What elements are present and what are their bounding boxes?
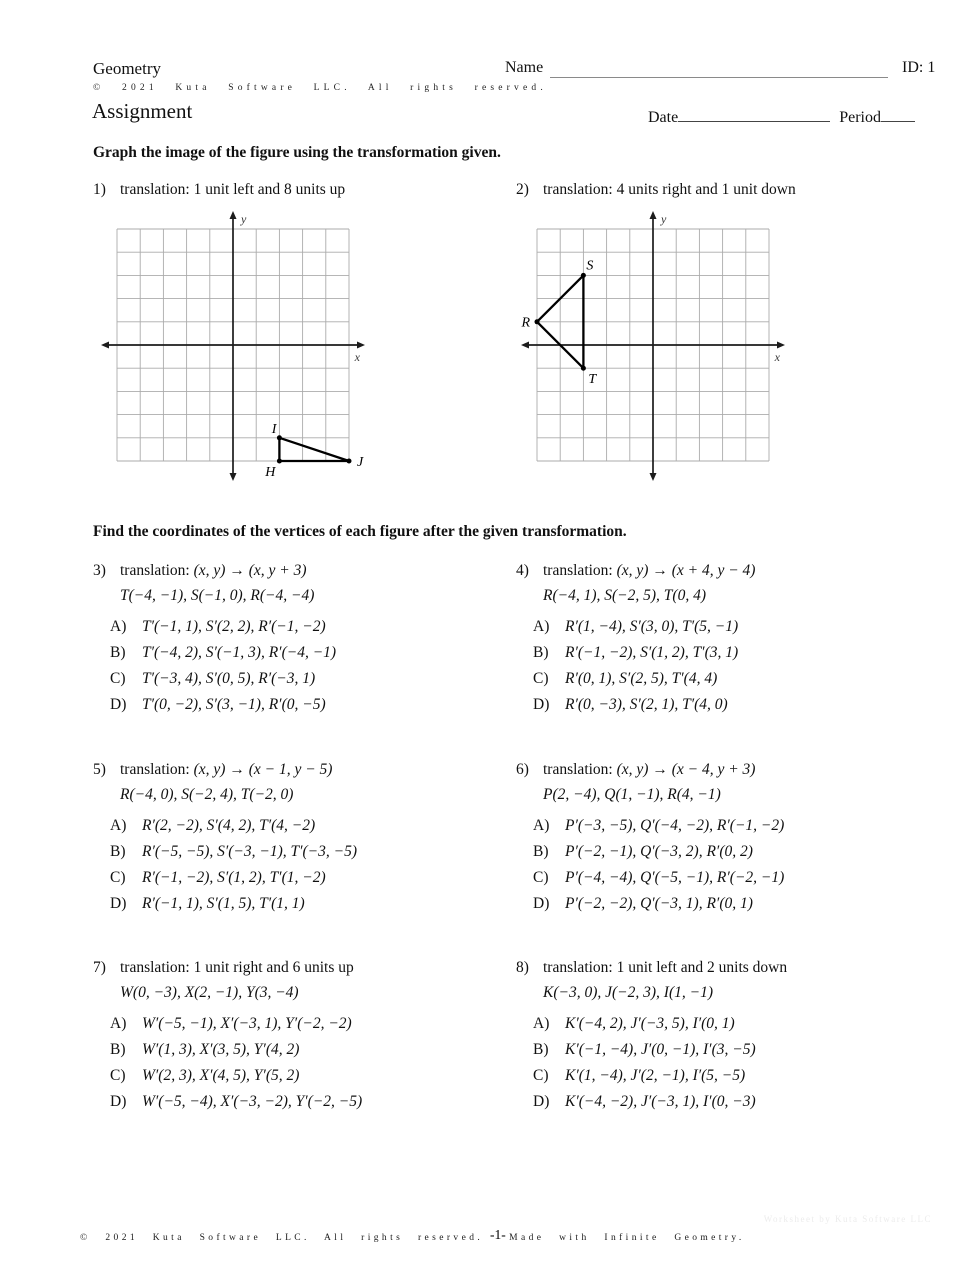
choice-b [533,839,784,865]
choice-d [110,1089,362,1115]
choice-text: R′(2, −2), S′(4, 2), T′(4, −2) [142,817,316,834]
choice-text: P′(−3, −5), Q′(−4, −2), R′(−1, −2) [565,817,785,834]
choice-c [110,1063,362,1089]
problem-4-number: 4) [516,562,529,579]
y-axis-label: y [241,212,247,226]
rule-math: (x, y) → (x − 1, y − 5) [193,761,333,778]
choice-letter: A) [110,618,127,635]
y-axis-bottom-arrow [230,473,237,481]
course-title: Geometry [93,59,161,78]
problem-7-rule [93,955,362,980]
date-blank-line [678,105,830,122]
y-axis-top-arrow [230,211,237,219]
vertex-dot [277,435,282,440]
section1-instruction: Graph the image of the figure using the transformation given. [93,144,501,161]
vertex-dot [347,459,352,464]
choice-text: P′(−4, −4), Q′(−5, −1), R′(−2, −1) [565,869,785,886]
choice-text: T′(−3, 4), S′(0, 5), R′(−3, 1) [142,670,316,687]
choice-letter: A) [533,618,550,635]
choice-text: K′(−1, −4), J′(0, −1), I′(3, −5) [565,1041,756,1058]
choice-d [533,1089,787,1115]
problem-5-number: 5) [93,761,106,778]
choice-letter: C) [110,670,126,687]
footer-copyright-text: © 2021 Kuta Software LLC. All rights reserved. [80,1233,484,1243]
choice-text: W′(2, 3), X′(4, 5), Y′(5, 2) [142,1067,300,1084]
problem-3-given-points: T(−4, −1), S(−1, 0), R(−4, −4) [120,587,315,604]
choice-letter: C) [110,1067,126,1084]
choice-text: R′(0, −3), S′(2, 1), T′(4, 0) [565,696,728,713]
x-axis-right-arrow [357,342,365,349]
rule-text: translation: [120,761,194,778]
vertex-label: R [521,315,530,331]
choice-text: P′(−2, −2), Q′(−3, 1), R′(0, 1) [565,895,753,912]
choice-letter: B) [533,1041,549,1058]
vertex-dot [581,366,586,371]
choice-text: R′(1, −4), S′(3, 0), T′(5, −1) [565,618,739,635]
choice-text: R′(−5, −5), S′(−3, −1), T′(−3, −5) [142,843,357,860]
choice-b [533,1037,787,1063]
vertex-dot [581,273,586,278]
choice-a [110,1011,362,1037]
choice-text: R′(−1, −2), S′(1, 2), T′(3, 1) [565,644,739,661]
choice-text: R′(−1, −2), S′(1, 2), T′(1, −2) [142,869,326,886]
section2-instruction: Find the coordinates of the vertices of each figure after the given transformation. [93,523,627,540]
header-copyright: © 2021 Kuta Software LLC. All rights reserved. [93,83,547,93]
problem-4-rule [516,558,755,583]
name-label: Name [505,59,544,76]
problem-4 [516,558,755,718]
choice-text: K′(−4, 2), J′(−3, 5), I′(0, 1) [565,1015,735,1032]
period-label: Period [839,109,881,126]
problem-5-choices [110,813,357,917]
choice-letter: D) [533,696,550,713]
problem-7 [93,955,362,1115]
problem-8-given-points: K(−3, 0), J(−2, 3), I(1, −1) [543,984,713,1001]
date-label: Date [648,109,679,126]
choice-letter: A) [110,817,127,834]
problem-7-given-points: W(0, −3), X(2, −1), Y(3, −4) [120,984,299,1001]
choice-d [110,891,357,917]
x-axis-left-arrow [101,342,109,349]
problem-4-choices [533,614,755,718]
problem-6-rule [516,757,784,782]
choice-a [110,813,357,839]
page-title: Assignment [92,99,193,123]
coordinate-grid-1 [97,207,369,483]
choice-letter: B) [110,644,126,661]
choice-a [533,1011,787,1037]
choice-letter: D) [110,1093,127,1110]
problem-7-choices [110,1011,362,1115]
choice-text: K′(1, −4), J′(2, −1), I′(5, −5) [565,1067,746,1084]
choice-letter: C) [533,1067,549,1084]
x-axis-label: x [774,350,780,364]
choice-c [533,1063,787,1089]
problem-2-text: translation: 4 units right and 1 unit down [543,181,796,198]
x-axis-label: x [354,350,360,364]
choice-letter: D) [110,696,127,713]
choice-c [110,865,357,891]
rule-text: translation: 1 unit right and 6 units up [120,959,354,976]
page-number: -1- [490,1227,506,1242]
problem-8-choices [533,1011,787,1115]
y-axis-bottom-arrow [650,473,657,481]
choice-c [533,666,755,692]
choice-c [110,666,336,692]
choice-b [110,1037,362,1063]
date-period-row [648,105,915,127]
problem-5-rule [93,757,357,782]
problem-5 [93,757,357,917]
choice-a [533,813,784,839]
rule-text: translation: [543,562,617,579]
choice-text: W′(1, 3), X′(3, 5), Y′(4, 2) [142,1041,300,1058]
choice-d [110,692,336,718]
choice-letter: B) [533,843,549,860]
choice-letter: A) [110,1015,127,1032]
rule-text: translation: [120,562,194,579]
footer-made-with: Made with Infinite Geometry. [509,1233,745,1243]
problem-6-given-points: P(2, −4), Q(1, −1), R(4, −1) [543,786,721,803]
vertex-label: J [357,455,364,470]
choice-b [110,640,336,666]
vertex-label: T [588,372,597,388]
choice-b [110,839,357,865]
choice-text: W′(−5, −1), X′(−3, 1), Y′(−2, −2) [142,1015,352,1032]
choice-text: R′(0, 1), S′(2, 5), T′(4, 4) [565,670,718,687]
vertex-label: H [265,465,276,480]
period-blank-line [881,105,915,122]
problem-1-statement [93,181,345,199]
footer-watermark: Worksheet by Kuta Software LLC [763,1214,932,1224]
footer-copyright [80,1233,745,1243]
choice-d [533,692,755,718]
figure-shape [279,438,349,461]
rule-text: translation: [543,761,617,778]
choice-letter: B) [110,843,126,860]
problem-1-number: 1) [93,181,106,198]
choice-d [533,891,784,917]
choice-letter: A) [533,1015,550,1032]
x-axis-right-arrow [777,342,785,349]
vertex-dot [277,459,282,464]
vertex-label: I [271,421,277,437]
problem-6 [516,757,784,917]
choice-letter: B) [110,1041,126,1058]
choice-letter: D) [533,895,550,912]
choice-text: T′(−1, 1), S′(2, 2), R′(−1, −2) [142,618,326,635]
choice-text: T′(0, −2), S′(3, −1), R′(0, −5) [142,696,326,713]
problem-8-number: 8) [516,959,529,976]
problem-3 [93,558,336,718]
problem-8-rule [516,955,787,980]
choice-c [533,865,784,891]
problem-1-text: translation: 1 unit left and 8 units up [120,181,346,198]
choice-text: P′(−2, −1), Q′(−3, 2), R′(0, 2) [565,843,753,860]
vertex-label: S [586,258,594,274]
choice-b [533,640,755,666]
id-label: ID: 1 [902,59,936,76]
x-axis-left-arrow [521,342,529,349]
name-blank-line [550,59,888,78]
choice-a [110,614,336,640]
choice-letter: C) [533,670,549,687]
coordinate-grid-2 [517,207,789,483]
choice-letter: D) [533,1093,550,1110]
problem-8 [516,955,787,1115]
choice-text: R′(−1, 1), S′(1, 5), T′(1, 1) [142,895,305,912]
problem-3-number: 3) [93,562,106,579]
problem-6-choices [533,813,784,917]
choice-letter: B) [533,644,549,661]
choice-text: T′(−4, 2), S′(−1, 3), R′(−4, −1) [142,644,337,661]
vertex-dot [535,319,540,324]
problem-7-number: 7) [93,959,106,976]
problem-3-rule [93,558,336,583]
rule-text: translation: 1 unit left and 2 units down [543,959,788,976]
choice-letter: A) [533,817,550,834]
problem-2-statement [516,181,796,199]
choice-text: K′(−4, −2), J′(−3, 1), I′(0, −3) [565,1093,756,1110]
y-axis-label: y [661,212,667,226]
problem-6-number: 6) [516,761,529,778]
problem-4-given-points: R(−4, 1), S(−2, 5), T(0, 4) [543,587,706,604]
choice-letter: C) [110,869,126,886]
problem-2-number: 2) [516,181,529,198]
rule-math: (x, y) → (x − 4, y + 3) [616,761,756,778]
rule-math: (x, y) → (x, y + 3) [193,562,307,579]
choice-letter: C) [533,869,549,886]
choice-letter: D) [110,895,127,912]
rule-math: (x, y) → (x + 4, y − 4) [616,562,756,579]
choice-text: W′(−5, −4), X′(−3, −2), Y′(−2, −5) [142,1093,363,1110]
problem-5-given-points: R(−4, 0), S(−2, 4), T(−2, 0) [120,786,294,803]
problem-3-choices [110,614,336,718]
y-axis-top-arrow [650,211,657,219]
choice-a [533,614,755,640]
